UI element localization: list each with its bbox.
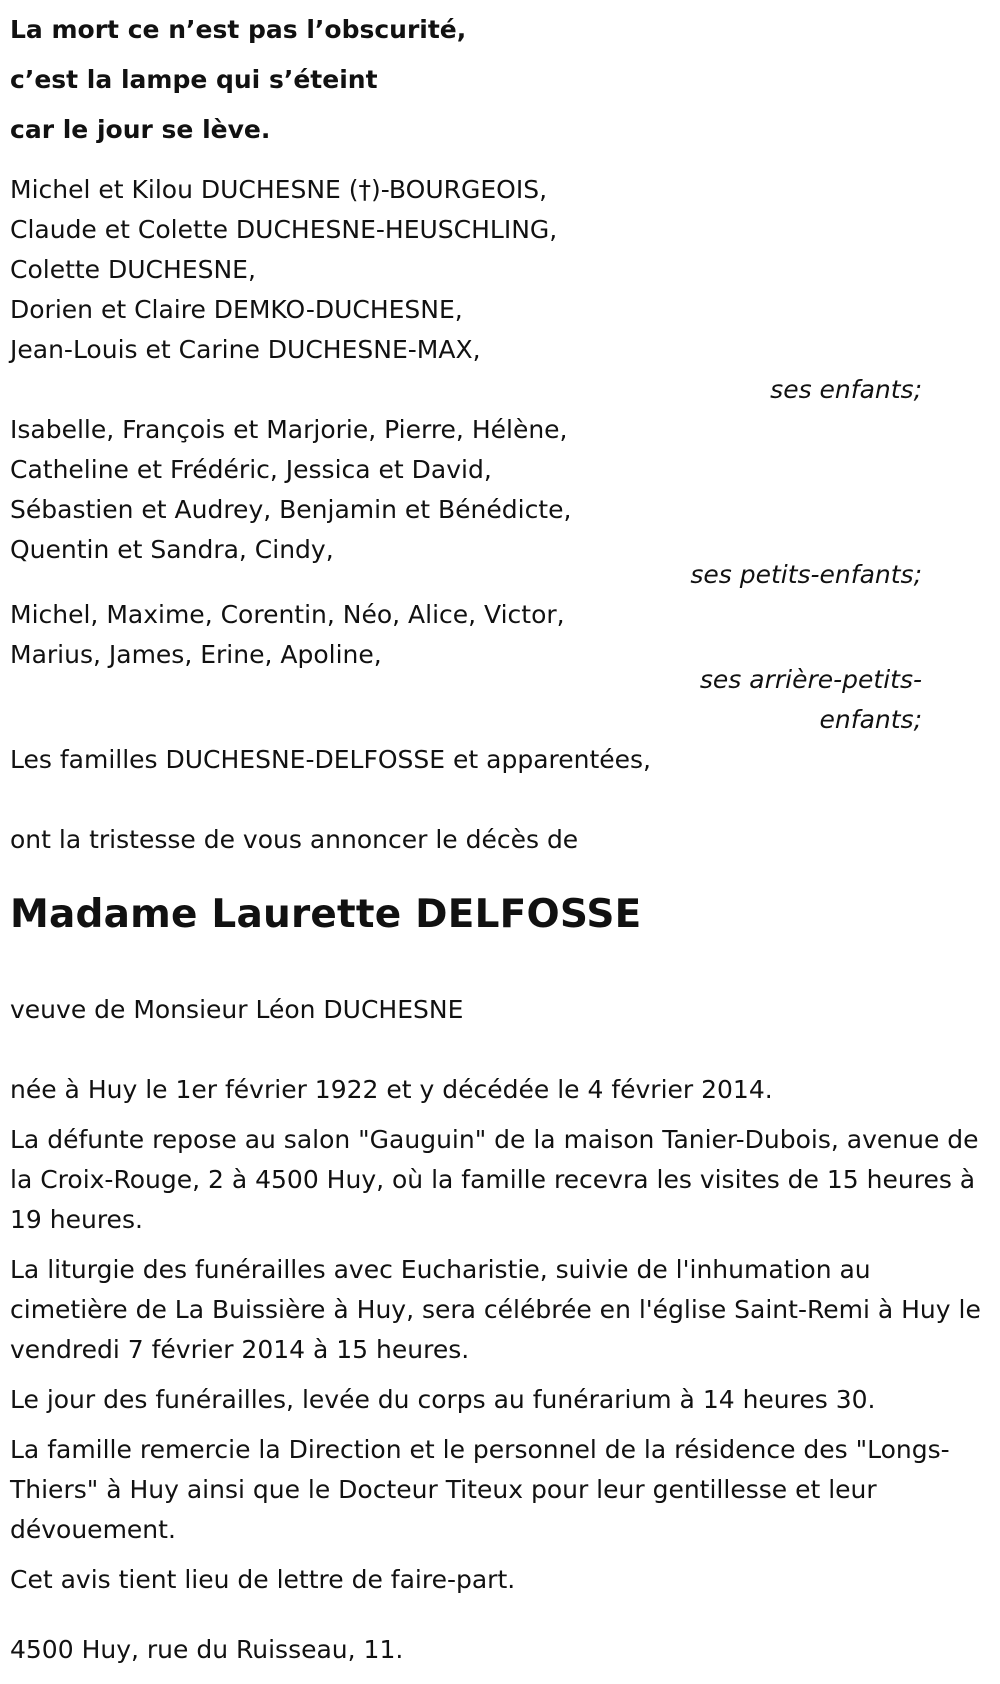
great-grandchild-name: Michel, Maxime, Corentin, Néo, Alice, Victor, (10, 600, 565, 629)
poem (10, 5, 466, 155)
poem-line-3: car le jour se lève. (10, 115, 271, 144)
grandchild-name: Catheline et Frédéric, Jessica et David, (10, 455, 492, 484)
families-line: Les familles DUCHESNE-DELFOSSE et apparentées, (10, 745, 652, 774)
child-name: Jean-Louis et Carine DUCHESNE-MAX, (10, 335, 481, 364)
announcement-intro: ont la tristesse de vous annoncer le décès de (10, 825, 579, 854)
grandchild-name: Sébastien et Audrey, Benjamin et Bénédicte, (10, 495, 572, 524)
great-grandchild-name: Marius, James, Erine, Apoline, (10, 640, 382, 669)
grandchild-name: Isabelle, François et Marjorie, Pierre, Hélène, (10, 415, 568, 444)
grandchildren-list (10, 410, 571, 570)
poem-line-1: La mort ce n’est pas l’obscurité, (10, 15, 467, 44)
great-grandchildren-role (700, 660, 922, 740)
grandchildren-role: ses petits-enfants; (690, 560, 922, 589)
notice-info: Cet avis tient lieu de lettre de faire-part. (10, 1565, 516, 1594)
child-name: Dorien et Claire DEMKO-DUCHESNE, (10, 295, 463, 324)
great-grandchildren-role-line-2: enfants; (819, 705, 922, 734)
great-grandchildren-list (10, 595, 565, 675)
details (10, 1070, 995, 1600)
funeral-info: La liturgie des funérailles avec Eucharistie, suivie de l'inhumation au cimetière de La Buissière à Huy, sera célébrée en l'église Saint-Remi à Huy le vendredi 7 février 2014 à 15 heures. (10, 1255, 981, 1364)
poem-line-2: c’est la lampe qui s’éteint (10, 65, 378, 94)
birth-death-line: née à Huy le 1er février 1922 et y décédée le 4 février 2014. (10, 1075, 773, 1104)
grandchild-name: Quentin et Sandra, Cindy, (10, 535, 334, 564)
child-name: Michel et Kilou DUCHESNE (†)-BOURGEOIS, (10, 175, 548, 204)
children-role: ses enfants; (770, 375, 922, 404)
viewing-info: La défunte repose au salon "Gauguin" de la maison Tanier-Dubois, avenue de la Croix-Rouge, 2 à 4500 Huy, où la famille recevra les visites de 15 heures à 19 heures. (10, 1125, 979, 1234)
family-address: 4500 Huy, rue du Ruisseau, 11. (10, 1635, 404, 1664)
deceased-name: Madame Laurette DELFOSSE (10, 892, 642, 937)
child-name: Claude et Colette DUCHESNE-HEUSCHLING, (10, 215, 558, 244)
procession-info: Le jour des funérailles, levée du corps au funérarium à 14 heures 30. (10, 1385, 876, 1414)
widow-of-line: veuve de Monsieur Léon DUCHESNE (10, 995, 464, 1024)
child-name: Colette DUCHESNE, (10, 255, 256, 284)
great-grandchildren-role-line-1: ses arrière-petits- (699, 665, 922, 694)
thanks-info: La famille remercie la Direction et le personnel de la résidence des "Longs-Thiers" à Huy ainsi que le Docteur Titeux pour leur gentillesse et leur dévouement. (10, 1435, 950, 1544)
children-list (10, 170, 557, 370)
